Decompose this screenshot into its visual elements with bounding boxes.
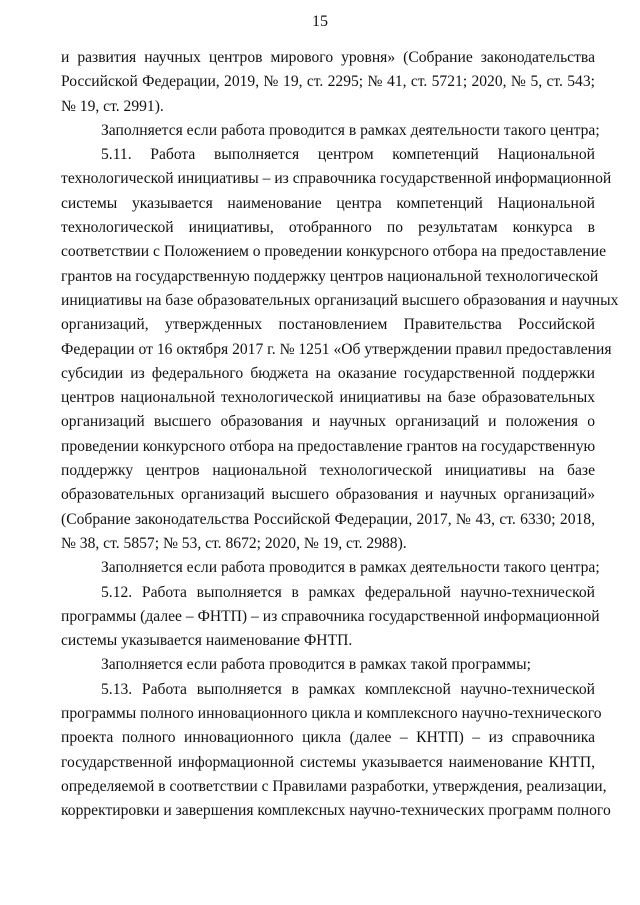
text-line: корректировки и завершения комплексных научно-технических программ полного (61, 802, 611, 820)
text-line: Заполняется если работа проводится в рамках такой программы; (101, 656, 531, 674)
text-line: определяемой в соответствии с Правилами разработки, утверждения, реализации, (61, 777, 607, 795)
page-number: 15 (312, 13, 328, 30)
text-line: Заполняется если работа проводится в рамках деятельности такого центра; (101, 559, 600, 577)
text-line: Заполняется если работа проводится в рамках деятельности такого центра; (101, 121, 600, 139)
text-line: поддержку центров национальной технологической инициативы на базе (61, 462, 595, 480)
text-line: № 19, ст. 2991). (61, 97, 164, 115)
paragraph-item-5-11 (61, 143, 619, 556)
paragraph-item-5-13 (61, 678, 611, 824)
text-line: № 38, ст. 5857; № 53, ст. 8672; 2020, № 19, ст. 2988). (61, 534, 407, 552)
text-line: проекта полного инновационного цикла (далее – КНТП) – из справочника (61, 729, 595, 747)
text-line: организаций, утвержденных постановлением Правительства Российской (61, 316, 595, 334)
text-line: 5.12. Работа выполняется в рамках федеральной научно-технической (101, 583, 595, 601)
text-line: Российской Федерации, 2019, № 19, ст. 2295; № 41, ст. 5721; 2020, № 5, ст. 543; (61, 73, 595, 91)
text-line: 5.11. Работа выполняется центром компетенций Национальной (101, 146, 595, 164)
text-line: программы полного инновационного цикла и комплексного научно-технического (61, 705, 602, 723)
text-line: программы (далее – ФНТП) – из справочника государственной информационной (61, 607, 600, 625)
text-line: (Собрание законодательства Российской Федерации, 2017, № 43, ст. 6330; 2018, (61, 510, 595, 528)
text-line: образовательных организаций высшего образования и научных организаций» (61, 486, 595, 504)
text-line: центров национальной технологической инициативы на базе образовательных (61, 389, 595, 407)
text-line: проведении конкурсного отбора на предоставление грантов на государственную (61, 437, 596, 455)
text-line: инициативы на базе образовательных организаций высшего образования и научных (61, 291, 619, 309)
text-line: субсидии из федерального бюджета на оказание государственной поддержки (61, 364, 595, 382)
paragraph-note (61, 119, 600, 143)
paragraph-item-5-12 (61, 581, 600, 654)
text-line: технологической инициативы, отобранного по результатам конкурса в (61, 219, 595, 237)
text-line: системы указывается наименование центра компетенций Национальной (61, 194, 595, 212)
paragraph-note (61, 653, 595, 677)
text-line: и развития научных центров мирового уровня» (Собрание законодательства (61, 49, 595, 66)
text-line: государственной информационной системы указывается наименование КНТП, (61, 753, 595, 771)
paragraph-continuation (61, 46, 595, 119)
text-line: Федерации от 16 октября 2017 г. № 1251 «Об утверждении правил предоставления (61, 340, 612, 358)
text-line: грантов на государственную поддержку центров национальной технологической (61, 267, 599, 285)
text-line: 5.13. Работа выполняется в рамках комплексной научно-технической (101, 680, 595, 698)
text-line: соответствии с Положением о проведении конкурсного отбора на предоставление (61, 243, 607, 261)
text-line: организаций высшего образования и научных организаций и положения о (61, 413, 595, 431)
text-line: технологической инициативы – из справочника государственной информационной (61, 170, 612, 188)
document-body (61, 46, 619, 824)
text-line: системы указывается наименование ФНТП. (61, 632, 353, 650)
paragraph-note (61, 556, 600, 580)
